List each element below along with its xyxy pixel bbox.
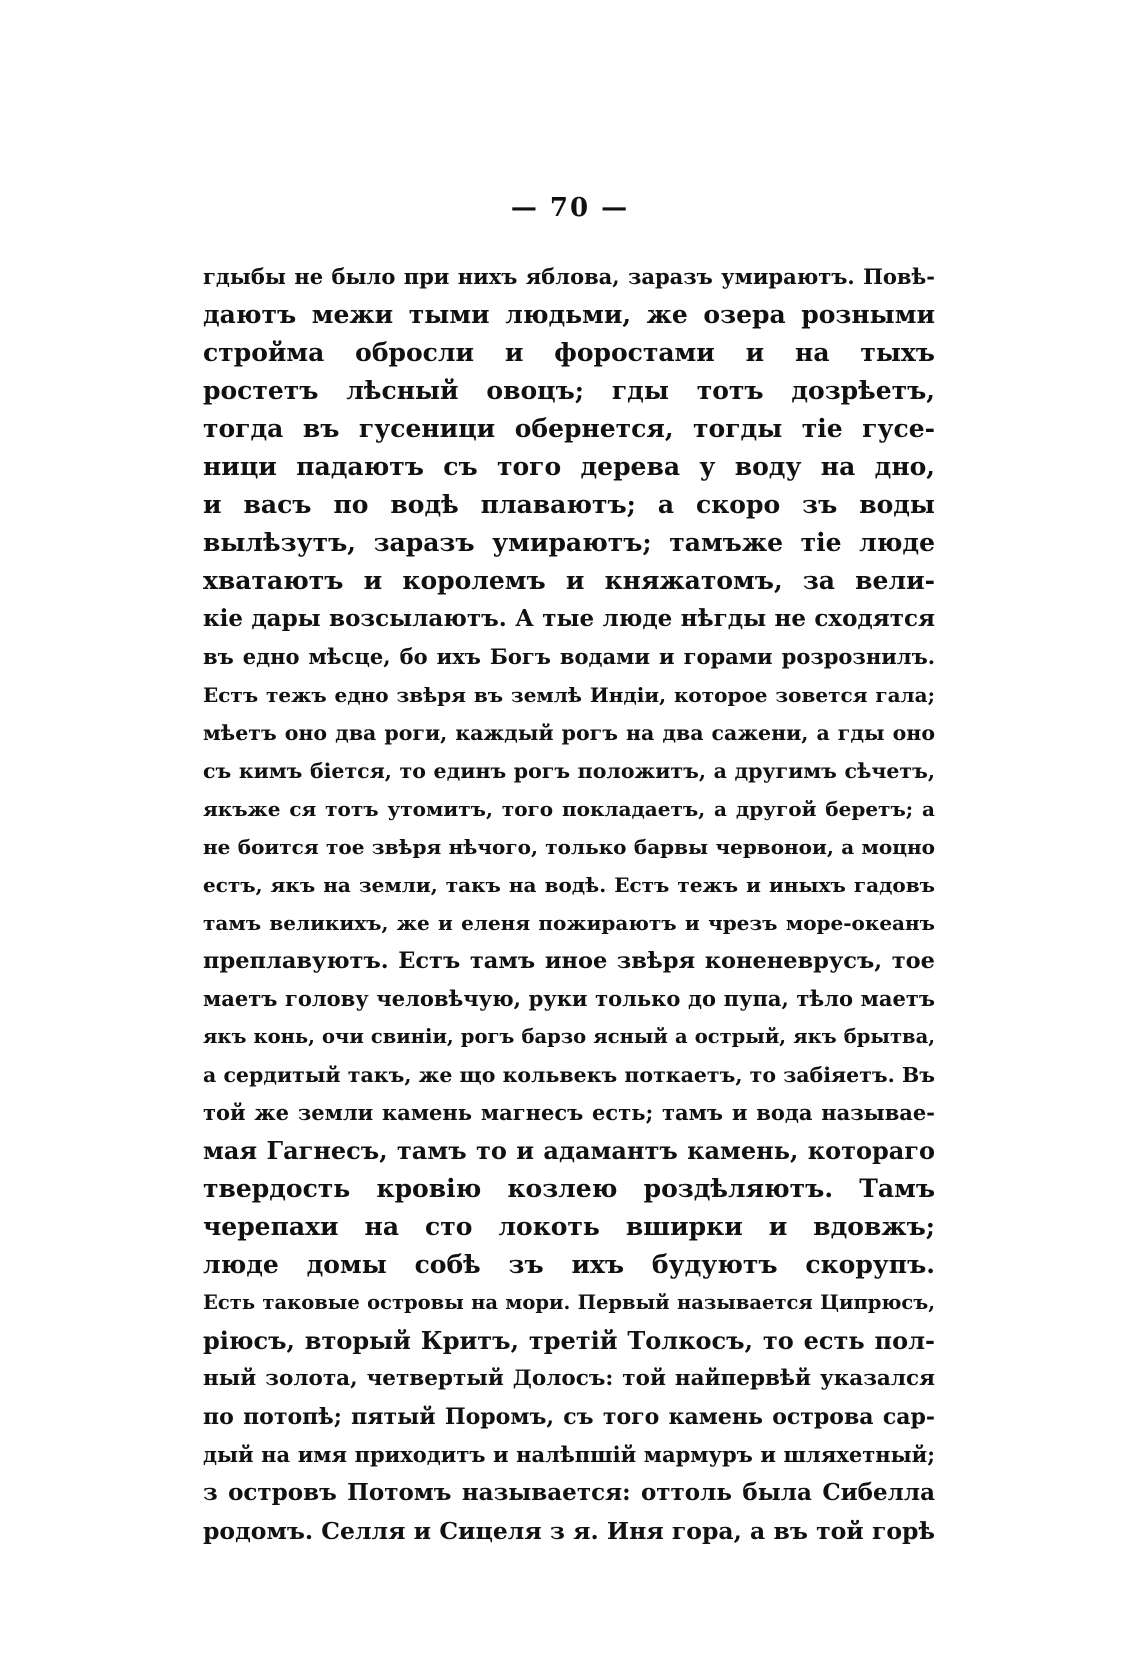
text-line: родомъ. Селля и Сицеля з я. Иня гора, а въ той горѣ [203, 1517, 935, 1545]
text-line: твердость кровію козлею роздѣляютъ. Тамъ [203, 1174, 935, 1203]
text-line: съ кимъ біется, то единъ рогъ положитъ, а другимъ сѣчетъ, [203, 759, 935, 783]
text-line: даютъ межи тыми людьми, же озера розными [203, 300, 935, 329]
text-line: люде домы собѣ зъ ихъ будуютъ скорупъ. [203, 1250, 935, 1279]
text-line: вылѣзутъ, заразъ умираютъ; тамъже тіе люде [203, 528, 935, 557]
text-line: ный золота, четвертый Долосъ: той найпервѣй указался [203, 1366, 935, 1391]
text-line: ростетъ лѣсный овоцъ; гды тотъ дозрѣетъ, [203, 376, 935, 405]
text-line: тогда въ гусеници обернется, тогды тіе гусе- [203, 414, 935, 443]
text-line: з островъ Потомъ называется: оттоль была Сибелла [203, 1479, 935, 1506]
text-line: гдыбы не было при нихъ яблова, заразъ умираютъ. Повѣ- [203, 264, 935, 289]
text-line: черепахи на сто локоть вширки и вдовжъ; [203, 1212, 935, 1241]
text-line: ріюсъ, вторый Критъ, третій Толкосъ, то есть пол- [203, 1326, 935, 1355]
text-line: въ едно мѣсце, бо ихъ Богъ водами и горами розрознилъ. [203, 644, 935, 669]
text-line: не боится тое звѣря нѣчого, только барвы червонои, а моцно [203, 835, 935, 859]
body-text [203, 258, 935, 1550]
text-line: и васъ по водѣ плаваютъ; а скоро зъ воды [203, 490, 935, 519]
page-number: — 70 — [510, 193, 630, 223]
text-line: тамъ великихъ, же и еленя пожираютъ и чрезъ море-океанъ [203, 911, 935, 935]
text-line: ници падаютъ съ того дерева у воду на дно, [203, 452, 935, 481]
text-line: кіе дары возсылаютъ. А тые люде нѣгды не сходятся [203, 605, 935, 632]
text-line: мая Гагнесъ, тамъ то и адамантъ камень, котораго [203, 1136, 935, 1165]
text-line: хватаютъ и королемъ и княжатомъ, за вели- [203, 566, 935, 595]
text-line: маетъ голову человѣчую, руки только до пупа, тѣло маетъ [203, 986, 935, 1011]
text-line: якъ конь, очи свиніи, рогъ барзо ясный а острый, якъ брытва, [203, 1025, 935, 1048]
text-line: Есть таковые островы на мори. Первый называется Ципрюсъ, [203, 1291, 935, 1314]
text-line: якъже ся тотъ утомитъ, того покладаетъ, а другой беретъ; а [203, 797, 935, 821]
text-line: преплавуютъ. Естъ тамъ иное звѣря коненеврусъ, тое [203, 948, 935, 974]
text-line: естъ, якъ на земли, такъ на водѣ. Естъ тежъ и иныхъ гадовъ [203, 873, 935, 897]
text-line: по потопѣ; пятый Поромъ, съ того камень острова сар- [203, 1404, 935, 1430]
text-line: мѣетъ оно два роги, каждый рогъ на два сажени, а гды оно [203, 721, 935, 745]
text-line: дый на имя приходитъ и налѣпшій мармуръ и шляхетный; [203, 1442, 935, 1467]
text-line: Естъ тежъ едно звѣря въ землѣ Индіи, которое зовется гала; [203, 683, 935, 707]
text-line: стройма обросли и форостами и на тыхъ [203, 338, 935, 367]
text-line: а сердитый такъ, же що кольвекъ поткаетъ, то забіяетъ. Въ [203, 1063, 935, 1087]
text-line: той же земли камень магнесъ есть; тамъ и вода называе- [203, 1100, 935, 1125]
